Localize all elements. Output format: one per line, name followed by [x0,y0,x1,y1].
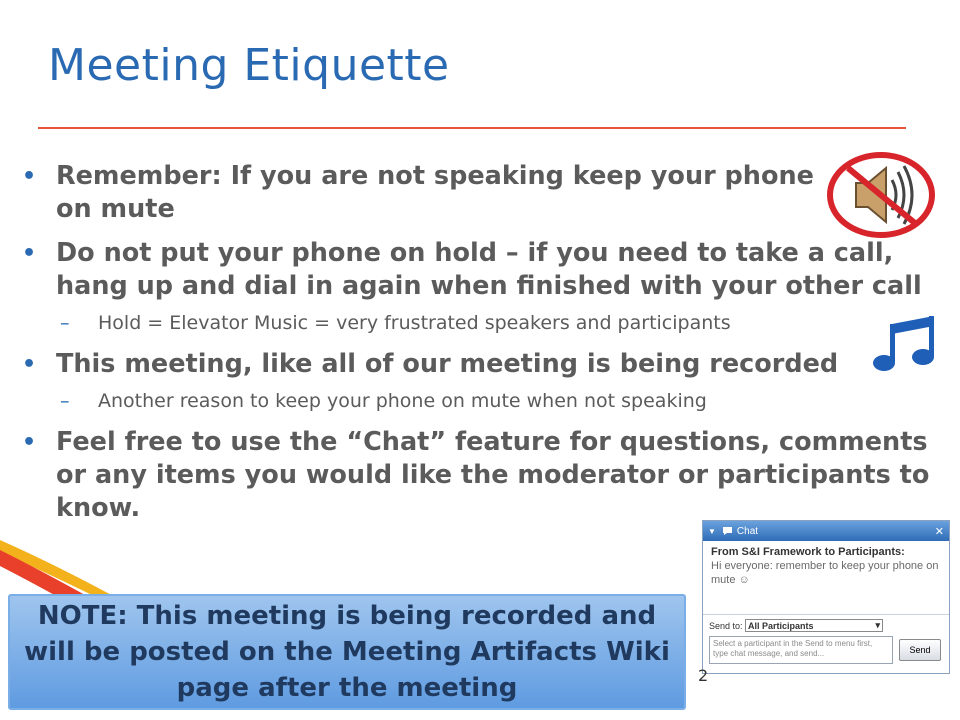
recording-note-text: NOTE: This meeting is being recorded and will be posted on the Meeting Artifacts Wiki page after the meeting [24,601,670,703]
recording-note-box [8,594,686,710]
chat-bubble-icon [722,526,733,536]
chat-message-text: Hi everyone: remember to keep your phone on mute ☺ [711,560,939,586]
chat-header [703,521,949,541]
slide-title: Meeting Etiquette [48,40,450,91]
sub-bullet-item [20,388,950,414]
chat-message-area [703,541,949,615]
send-to-row [703,615,949,636]
bullet-text: Feel free to use the “Chat” feature for questions, comments or any items you would like the moderator or participants to know. [56,427,930,523]
bullet-list [20,160,950,536]
send-to-value: All Participants [748,620,814,631]
sub-bullet-marker: – [60,312,70,334]
sub-bullet-text: Hold = Elevator Music = very frustrated speakers and participants [98,312,731,334]
send-button[interactable]: Send [899,639,941,661]
close-icon[interactable]: ✕ [934,525,944,538]
chevron-down-icon: ▾ [875,620,880,630]
send-to-select[interactable] [745,619,883,632]
collapse-icon[interactable]: ▼ [708,526,716,536]
bullet-item [20,348,950,381]
chat-message-sender: From S&I Framework to Participants: [711,546,905,558]
chat-title: Chat [736,525,759,537]
sub-bullet-text: Another reason to keep your phone on mute when not speaking [98,390,707,412]
sub-bullet-marker: – [60,390,70,412]
bullet-item [20,237,950,303]
chat-panel [702,520,950,674]
bullet-text: This meeting, like all of our meeting is being recorded [56,349,839,379]
sub-bullet-item [20,310,950,336]
bullet-item [20,426,950,525]
page-number: 2 [698,666,709,685]
bullet-text: Remember: If you are not speaking keep your phone on mute [56,161,814,224]
bullet-text: Do not put your phone on hold – if you need to take a call, hang up and dial in again when finished with your other call [56,238,922,301]
speaker-muted-icon [826,150,936,240]
music-note-icon [870,314,940,374]
title-divider [38,127,906,129]
chat-message-input[interactable]: Select a participant in the Send to menu first, type chat message, and send... [709,636,893,664]
bullet-item [20,160,816,226]
chat-compose-row [703,636,949,664]
send-to-label: Send to: [709,620,743,631]
